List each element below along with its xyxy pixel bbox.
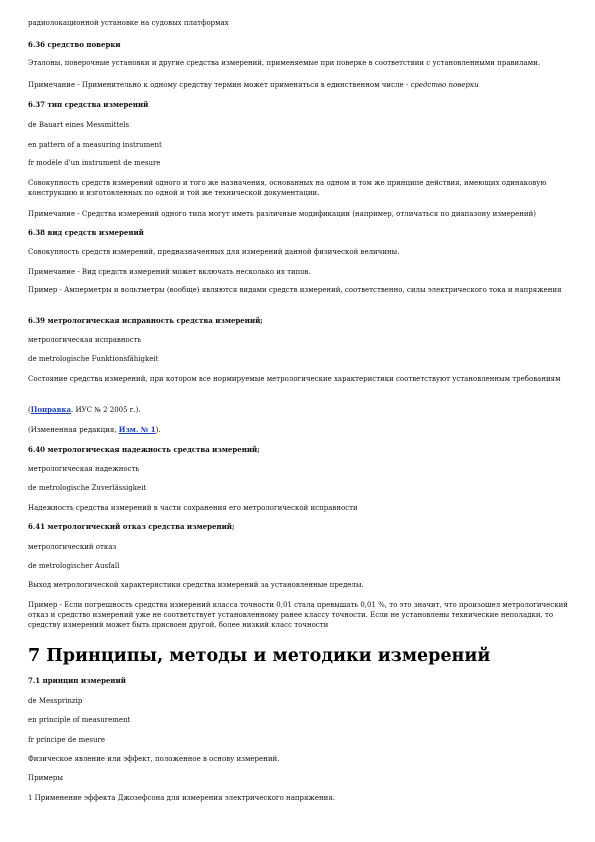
examples-label-7-1: Примеры — [28, 774, 63, 782]
term-6-39: 6.39 метрологическая исправность средства измерений; — [28, 316, 263, 325]
definition-6-41: Выход метрологической характеристики средства измерений за установленные пределы. — [28, 581, 364, 589]
change-close: ). — [155, 426, 161, 434]
definition-6-37: Совокупность средств измерений одного и того же назначения, основанных на одном и том же принципе действия, имеющих одинаковую конструкцию и изготовленных по одной и той же технической документации. — [28, 179, 547, 197]
term-6-37-en: en pattern of a measuring instrument — [28, 141, 162, 149]
term-6-39-de: de metrologische Funktionsfähigkeit — [28, 355, 159, 363]
definition-7-1: Физическое явление или эффект, положенное в основу измерений. — [28, 755, 280, 763]
definition-6-38: Совокупность средств измерений, предназначенных для измерений данной физической величины. — [28, 248, 400, 256]
note-6-37: Примечание - Средства измерений одного типа могут иметь различные модификации (например, отличаться по диапазону измерений) — [28, 210, 536, 218]
term-6-37-de: de Bauart eines Messmittels — [28, 121, 130, 129]
example-6-41: Пример - Если погрешность средства измерений класса точности 0,01 стала превышать 0,01 %, то это значит, что произошел метрологический отказ и средство измерений уже не соответствует установленному ранее классу точности. Если не установлены технические неполадки, то средству измерений может быть присвоен другой, более низкий класс точности — [28, 601, 568, 629]
term-6-40: 6.40 метрологическая надежность средства измерений; — [28, 445, 260, 454]
note-6-36 — [28, 80, 568, 90]
example-6-38: Пример - Амперметры и вольтметры (вообще) являются видами средств измерений, соответственно, силы электрического тока и напряжения — [28, 286, 562, 294]
term-6-36: 6.36 средство поверки — [28, 40, 121, 49]
term-7-1-de: de Messprinzip — [28, 697, 83, 705]
definition-6-40: Надежность средства измерений в части сохранения его метрологической исправности — [28, 504, 358, 512]
change-text: (Измененная редакция, — [28, 426, 119, 434]
correction-source: . ИУС № 2 2005 г.). — [71, 406, 141, 414]
term-6-41: 6.41 метрологический отказ средства измерений; — [28, 522, 235, 531]
term-6-38: 6.38 вид средств измерений — [28, 228, 144, 237]
continued-text: радиолокационной установке на судовых платформах — [28, 19, 229, 27]
section-7-heading: 7 Принципы, методы и методики измерений — [28, 646, 491, 666]
synonym-6-41: метрологический отказ — [28, 543, 117, 551]
note-6-38: Примечание - Вид средств измерений может включать несколько их типов. — [28, 268, 311, 276]
definition-6-36: Эталоны, поверочные установки и другие средства измерений, применяемые при поверке в соответствии с установленными правилами. — [28, 59, 541, 67]
example-1-7-1: 1 Применение эффекта Джозефсона для измерения электрического напряжения. — [28, 794, 335, 802]
term-6-41-de: de metrologischer Ausfall — [28, 562, 120, 570]
change-link[interactable]: Изм. № 1 — [118, 425, 156, 434]
note-6-36-text: Примечание - Применительно к одному средству термин может применяться в единственном числе - — [28, 81, 409, 89]
term-7-1-fr: fr principe de mesure — [28, 736, 105, 744]
term-6-37: 6.37 тип средства измерений — [28, 100, 149, 109]
term-7-1-en: en principle of measurement — [28, 716, 131, 724]
term-6-40-de: de metrologische Zuverlässigkeit — [28, 484, 147, 492]
correction-link[interactable]: Поправка — [30, 405, 72, 414]
definition-6-39: Состояние средства измерений, при котором все нормируемые метрологические характеристики соответствуют установленным требованиям — [28, 375, 561, 383]
note-6-36-italic: средство поверки — [410, 81, 479, 89]
amendment-6-39-correction — [28, 405, 568, 415]
paren-open: ( — [28, 406, 31, 414]
term-7-1: 7.1 принцип измерений — [28, 676, 126, 685]
term-6-37-fr: fr modèle d'un instrument de mesure — [28, 159, 161, 167]
synonym-6-40: метрологическая надежность — [28, 465, 140, 473]
synonym-6-39: метрологическая исправность — [28, 336, 142, 344]
amendment-6-39-change — [28, 425, 568, 435]
